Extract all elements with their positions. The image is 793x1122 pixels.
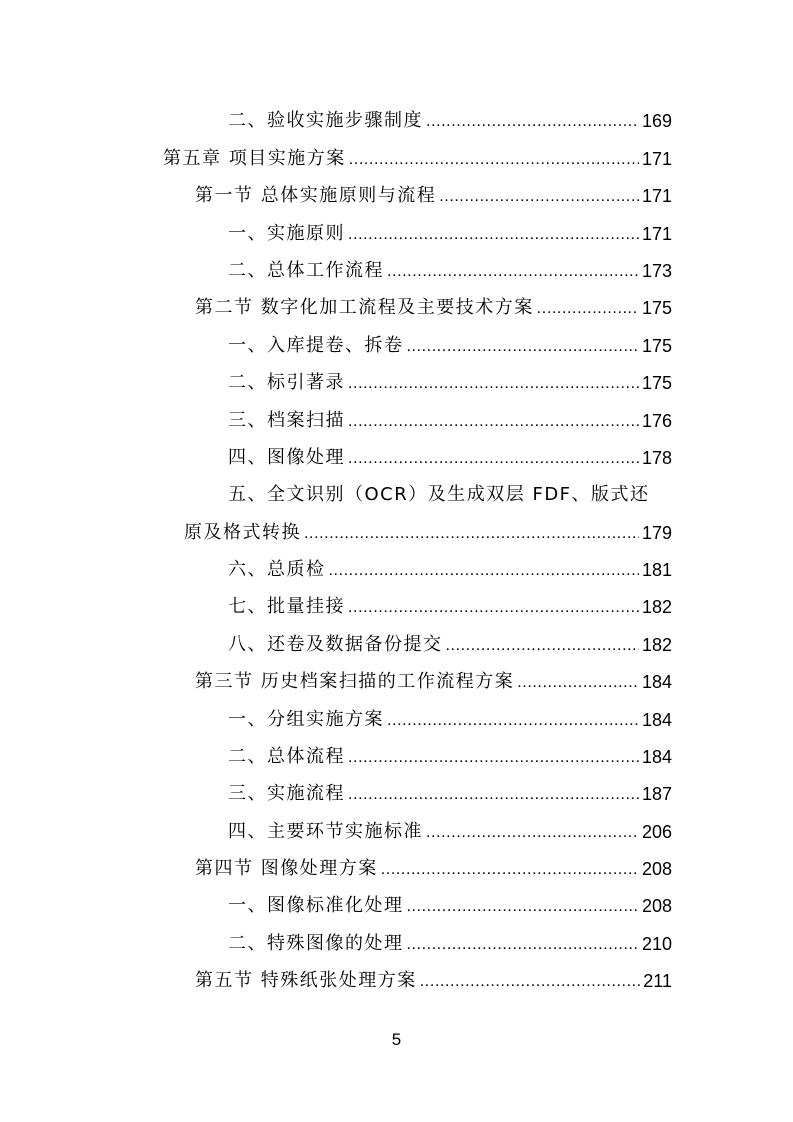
- toc-entry: [228, 776, 672, 806]
- toc-entry-page: 182: [641, 597, 672, 617]
- dot-leader: [348, 597, 639, 619]
- dot-leader: [329, 560, 639, 582]
- toc-entry-title: 第五章 项目实施方案: [163, 148, 346, 169]
- toc-entry-page: 176: [641, 411, 672, 431]
- toc-entry-page: 171: [641, 224, 672, 244]
- toc-entry-page: 175: [641, 373, 672, 393]
- toc-entry: [228, 552, 672, 582]
- toc-entry-title: 三、档案扫描: [228, 410, 345, 431]
- toc-entry-page: 208: [641, 896, 672, 916]
- dot-leader: [381, 859, 639, 881]
- toc-entry-title: 七、批量挂接: [228, 596, 345, 617]
- toc-entry-page: 182: [641, 635, 672, 655]
- toc-entry-title: 一、实施原则: [228, 223, 345, 244]
- toc-entry-title: 一、入库提卷、拆卷: [228, 335, 404, 356]
- dot-leader: [446, 635, 639, 657]
- toc-entry: [228, 627, 672, 657]
- toc-entry-title: 一、图像标准化处理: [228, 895, 404, 916]
- toc-entry-page: 181: [641, 560, 672, 580]
- dot-leader: [426, 111, 639, 133]
- toc-entry-page: 211: [643, 971, 672, 991]
- toc-entry-title: 四、主要环节实施标准: [228, 821, 423, 842]
- toc-entry-title: 三、实施流程: [228, 783, 345, 804]
- toc-entry: [195, 851, 672, 881]
- toc-entry-title: 六、总质检: [228, 559, 326, 580]
- toc-entry-title: 第二节 数字化加工流程及主要技术方案: [195, 297, 534, 318]
- dot-leader: [407, 336, 639, 358]
- dot-leader: [517, 672, 639, 694]
- toc-entry-title: 八、还卷及数据备份提交: [228, 634, 443, 655]
- toc-entry: [228, 814, 672, 844]
- dot-leader: [407, 934, 639, 956]
- toc-entry-page: 210: [641, 934, 672, 954]
- dot-leader: [420, 971, 641, 993]
- dot-leader: [348, 411, 639, 433]
- dot-leader: [348, 224, 639, 246]
- dot-leader: [439, 186, 639, 208]
- toc-entry-title: 原及格式转换: [184, 522, 301, 543]
- toc-entry-page: 178: [641, 448, 672, 468]
- toc-entry-title-line1: 五、全文识别（OCR）及生成双层 FDF、版式还: [228, 484, 650, 505]
- toc-entry: [228, 103, 672, 133]
- toc-entry-page: 173: [641, 261, 672, 281]
- toc-entry-page: 171: [641, 186, 672, 206]
- toc-entry-title: 二、验收实施步骤制度: [228, 110, 423, 131]
- toc-entry: [228, 253, 672, 283]
- dot-leader: [304, 523, 639, 545]
- toc-entry: [228, 739, 672, 769]
- toc-entry: [195, 963, 672, 993]
- toc-entry-title: 第四节 图像处理方案: [195, 858, 378, 879]
- toc-entry-title: 四、图像处理: [228, 447, 345, 468]
- dot-leader: [348, 784, 639, 806]
- toc-entry-page: 187: [641, 784, 672, 804]
- toc-entry-title: 二、总体流程: [228, 746, 345, 767]
- toc-entry: [228, 926, 672, 956]
- toc-entry-page: 184: [641, 747, 672, 767]
- toc-entry-title: 一、分组实施方案: [228, 709, 384, 730]
- dot-leader: [348, 747, 639, 769]
- dot-leader: [387, 710, 639, 732]
- dot-leader: [426, 822, 639, 844]
- toc-entry: [228, 702, 672, 732]
- dot-leader: [387, 261, 639, 283]
- toc-entry-title: 第一节 总体实施原则与流程: [195, 185, 437, 206]
- dot-leader: [407, 896, 639, 918]
- toc-entry: [184, 515, 672, 545]
- toc-entry: [228, 440, 672, 470]
- toc-entry-page: 175: [641, 298, 672, 318]
- toc-entry-page: 184: [641, 710, 672, 730]
- dot-leader: [348, 448, 639, 470]
- toc-entry: [228, 888, 672, 918]
- toc-entry: [228, 589, 672, 619]
- toc-entry-page: 208: [641, 859, 672, 879]
- toc-entry-page: 184: [641, 672, 672, 692]
- toc-entry-title: 第五节 特殊纸张处理方案: [195, 970, 417, 991]
- toc-entry: [228, 328, 672, 358]
- page-number: 5: [391, 1030, 402, 1049]
- toc-entry: [228, 365, 672, 395]
- dot-leader: [537, 298, 639, 320]
- toc-entry-title: 第三节 历史档案扫描的工作流程方案: [195, 671, 515, 692]
- toc-entry-title: 二、特殊图像的处理: [228, 933, 404, 954]
- toc-entry: [163, 141, 672, 171]
- toc-entry: [228, 403, 672, 433]
- toc-entry-page: 179: [641, 523, 672, 543]
- toc-entry-page: 171: [641, 149, 672, 169]
- toc-entry-page: 169: [641, 111, 672, 131]
- toc-entry-page: 175: [641, 336, 672, 356]
- toc-entry-title: 二、总体工作流程: [228, 260, 384, 281]
- dot-leader: [348, 373, 639, 395]
- toc-entry-title: 二、标引著录: [228, 372, 345, 393]
- dot-leader: [349, 149, 639, 171]
- toc-entry: [195, 290, 672, 320]
- toc-entry: [195, 178, 672, 208]
- toc-entry: [228, 216, 672, 246]
- toc-entry-page: 206: [641, 822, 672, 842]
- toc-entry: [195, 664, 672, 694]
